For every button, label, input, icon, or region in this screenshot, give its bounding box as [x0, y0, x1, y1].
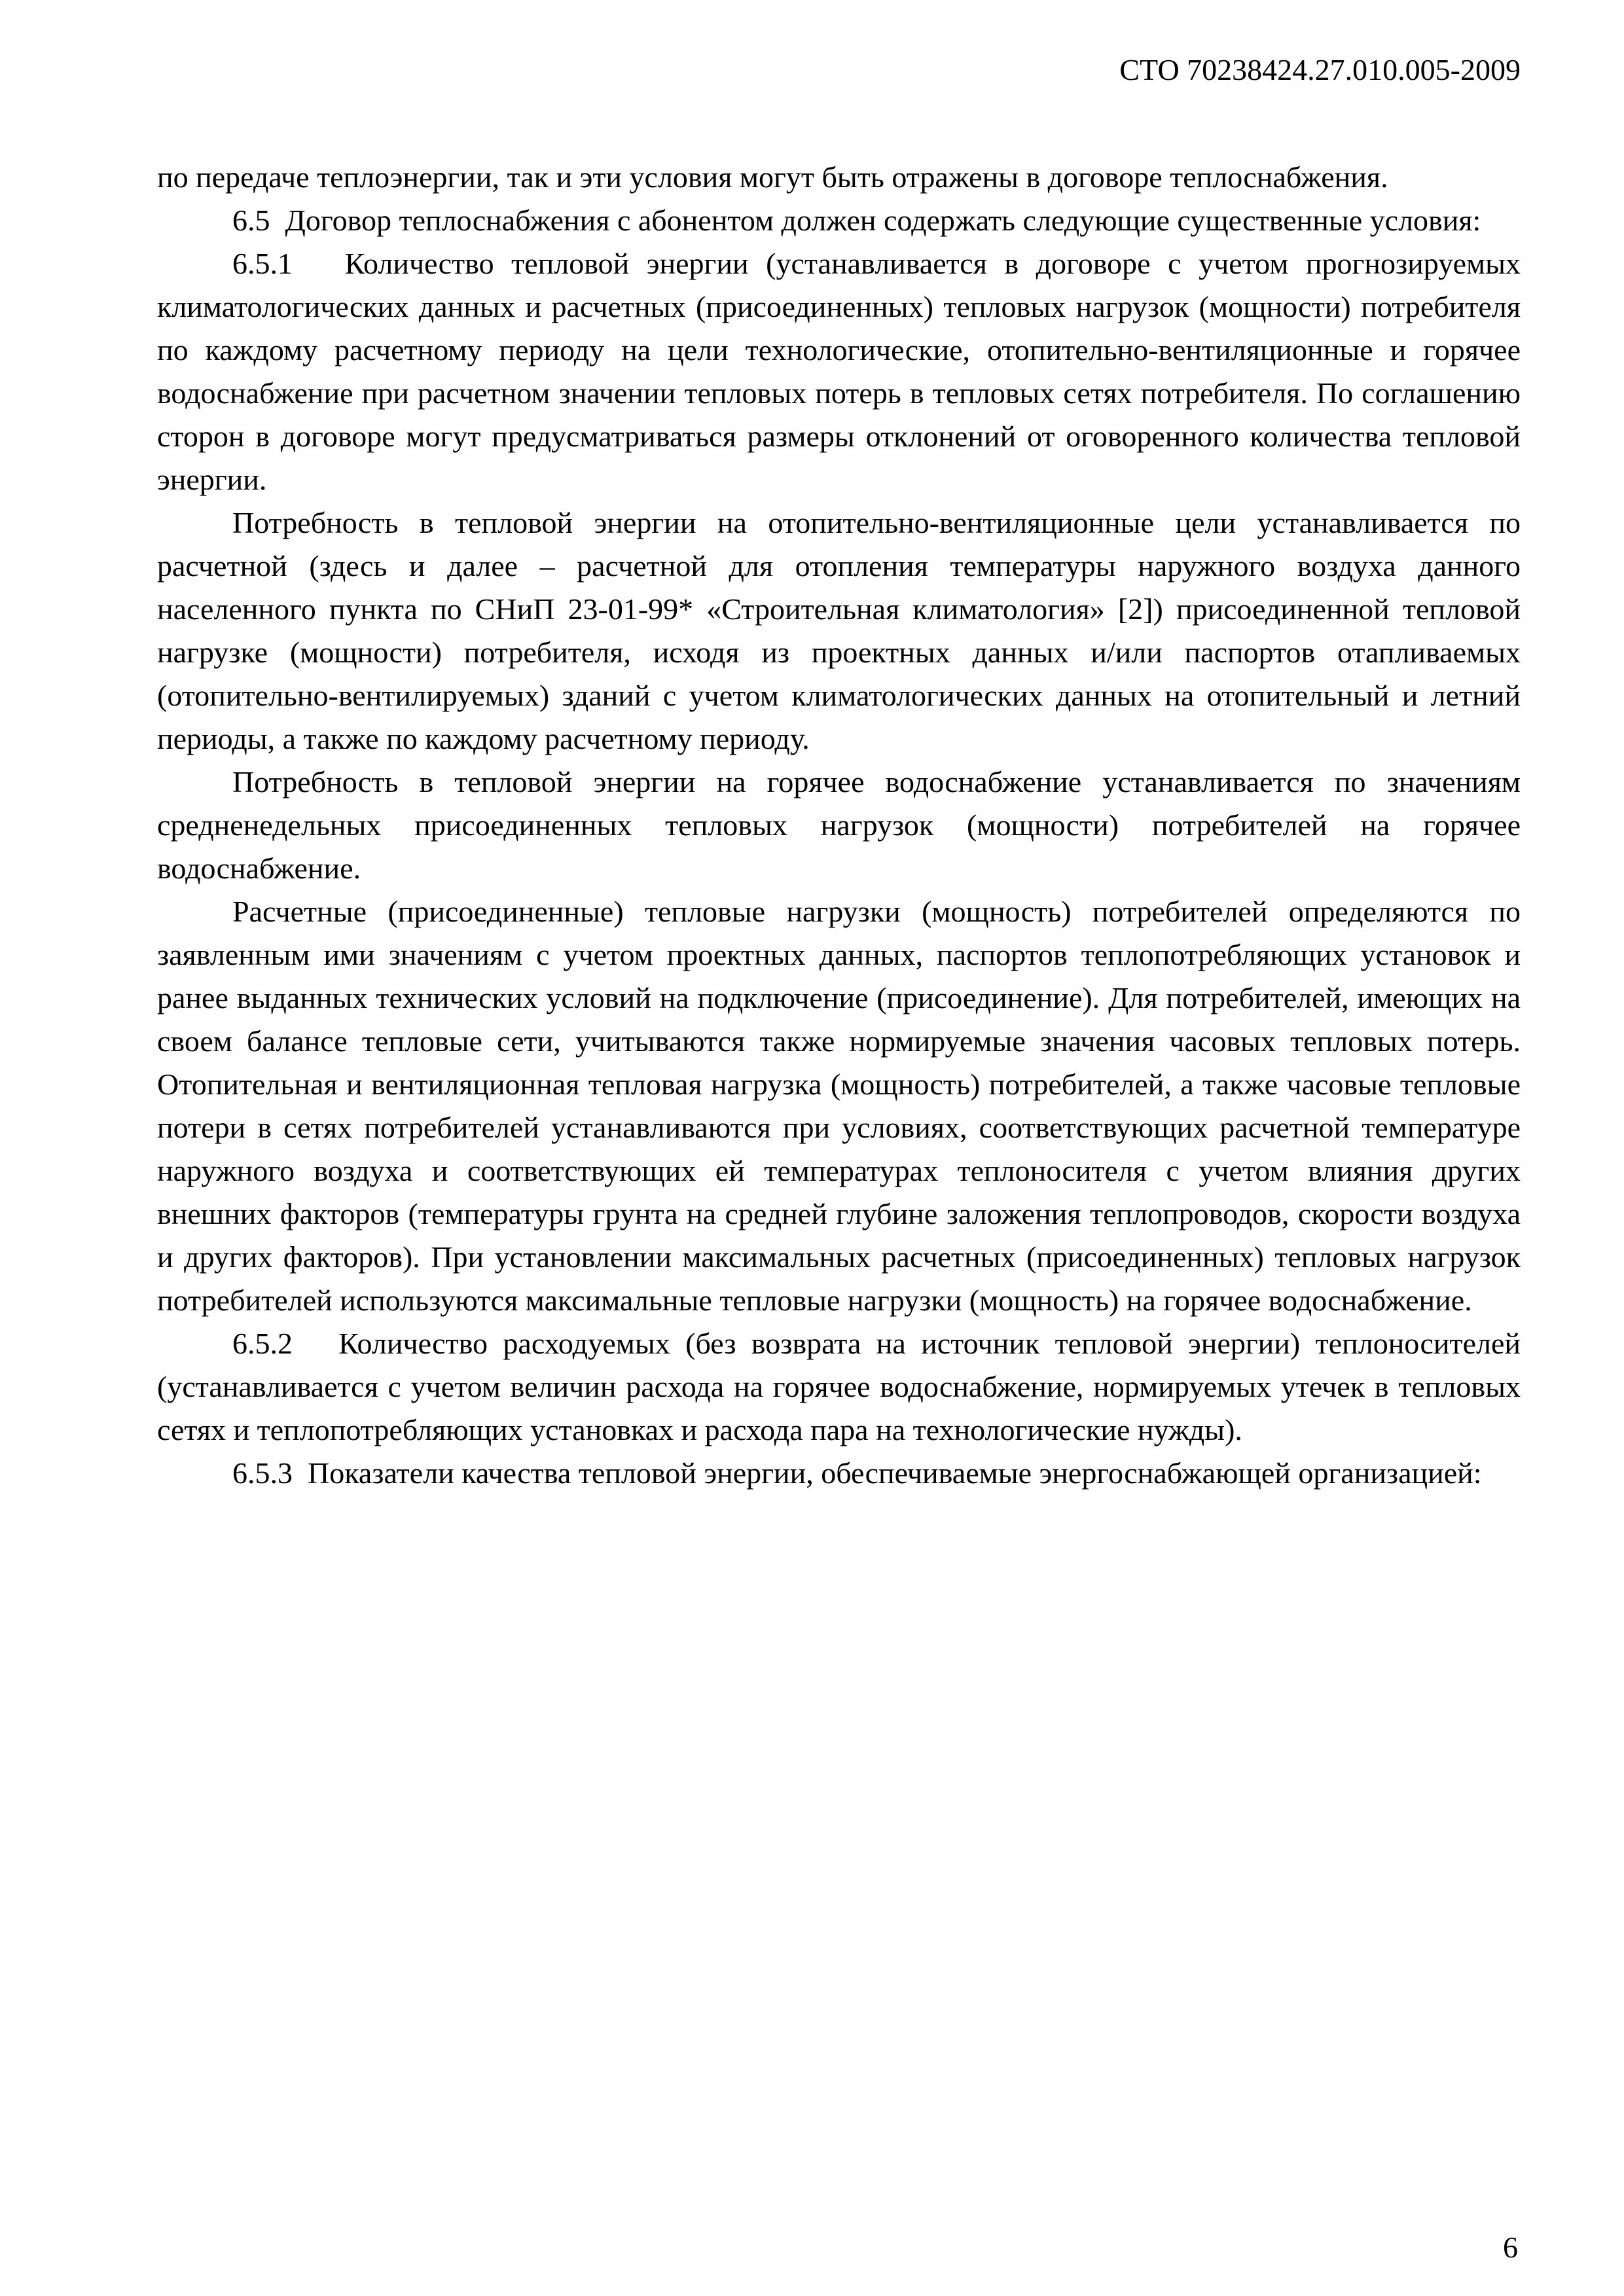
document-code: СТО 70238424.27.010.005-2009 — [1119, 53, 1521, 86]
paragraph-6-5-2: 6.5.2 Количество расходуемых (без возврата на источник тепловой энергии) теплоносителей (устанавливается с учетом величин расхода на горячее водоснабжение, нормируемых утечек в тепловых сетях и теплопотребляющих установках и расхода пара на технологические нужды). — [157, 1327, 1521, 1446]
document-body — [157, 156, 1521, 1495]
paragraph: Расчетные (присоединенные) тепловые нагрузки (мощность) потребителей определяются по заявленным ими значениям с учетом проектных данных, паспортов теплопотребляющих установок и ранее выданных технических условий на подключение (присоединение). Для потребителей, имеющих на своем балансе тепловые сети, учитываются также нормируемые значения часовых тепловых потерь. Отопительная и вентиляционная тепловая нагрузка (мощность) потребителей, а также часовые тепловые потери в сетях потребителей устанавливаются при условиях, соответствующих расчетной температуре наружного воздуха и соответствующих ей температурах теплоносителя с учетом влияния других внешних факторов (температуры грунта на средней глубине заложения теплопроводов, скорости воздуха и других факторов). При установлении максимальных расчетных (присоединенных) тепловых нагрузок потребителей используются максимальные тепловые нагрузки (мощность) на горячее водоснабжение. — [157, 895, 1521, 1317]
document-header — [157, 51, 1521, 89]
page-number: 6 — [1503, 2231, 1518, 2264]
paragraph-6-5-3: 6.5.3 Показатели качества тепловой энергии, обеспечиваемые энергоснабжающей организацией: — [232, 1456, 1482, 1490]
paragraph: Потребность в тепловой энергии на отопительно-вентиляционные цели устанавливается по расчетной (здесь и далее – расчетной для отопления температуры наружного воздуха данного населенного пункта по СНиП 23-01-99* «Строительная климатология» [2]) присоединенной тепловой нагрузке (мощности) потребителя, исходя из проектных данных и/или паспортов отапливаемых (отопительно-вентилируемых) зданий с учетом климатологических данных на отопительный и летний периоды, а также по каждому расчетному периоду. — [157, 506, 1521, 755]
paragraph-6-5: 6.5 Договор теплоснабжения с абонентом должен содержать следующие существенные условия: — [232, 204, 1481, 237]
paragraph: Потребность в тепловой энергии на горячее водоснабжение устанавливается по значениям средненедельных присоединенных тепловых нагрузок (мощности) потребителей на горячее водоснабжение. — [157, 765, 1521, 885]
page-footer — [157, 2229, 1518, 2266]
paragraph-6-5-1: 6.5.1 Количество тепловой энергии (устанавливается в договоре с учетом прогнозируемых климатологических данных и расчетных (присоединенных) тепловых нагрузок (мощности) потребителя по каждому расчетному периоду на цели технологические, отопительно-вентиляционные и горячее водоснабжение при расчетном значении тепловых потерь в тепловых сетях потребителя. По соглашению сторон в договоре могут предусматриваться размеры отклонений от оговоренного количества тепловой энергии. — [157, 247, 1521, 496]
paragraph: по передаче теплоэнергии, так и эти условия могут быть отражены в договоре теплоснабжения. — [157, 160, 1388, 194]
